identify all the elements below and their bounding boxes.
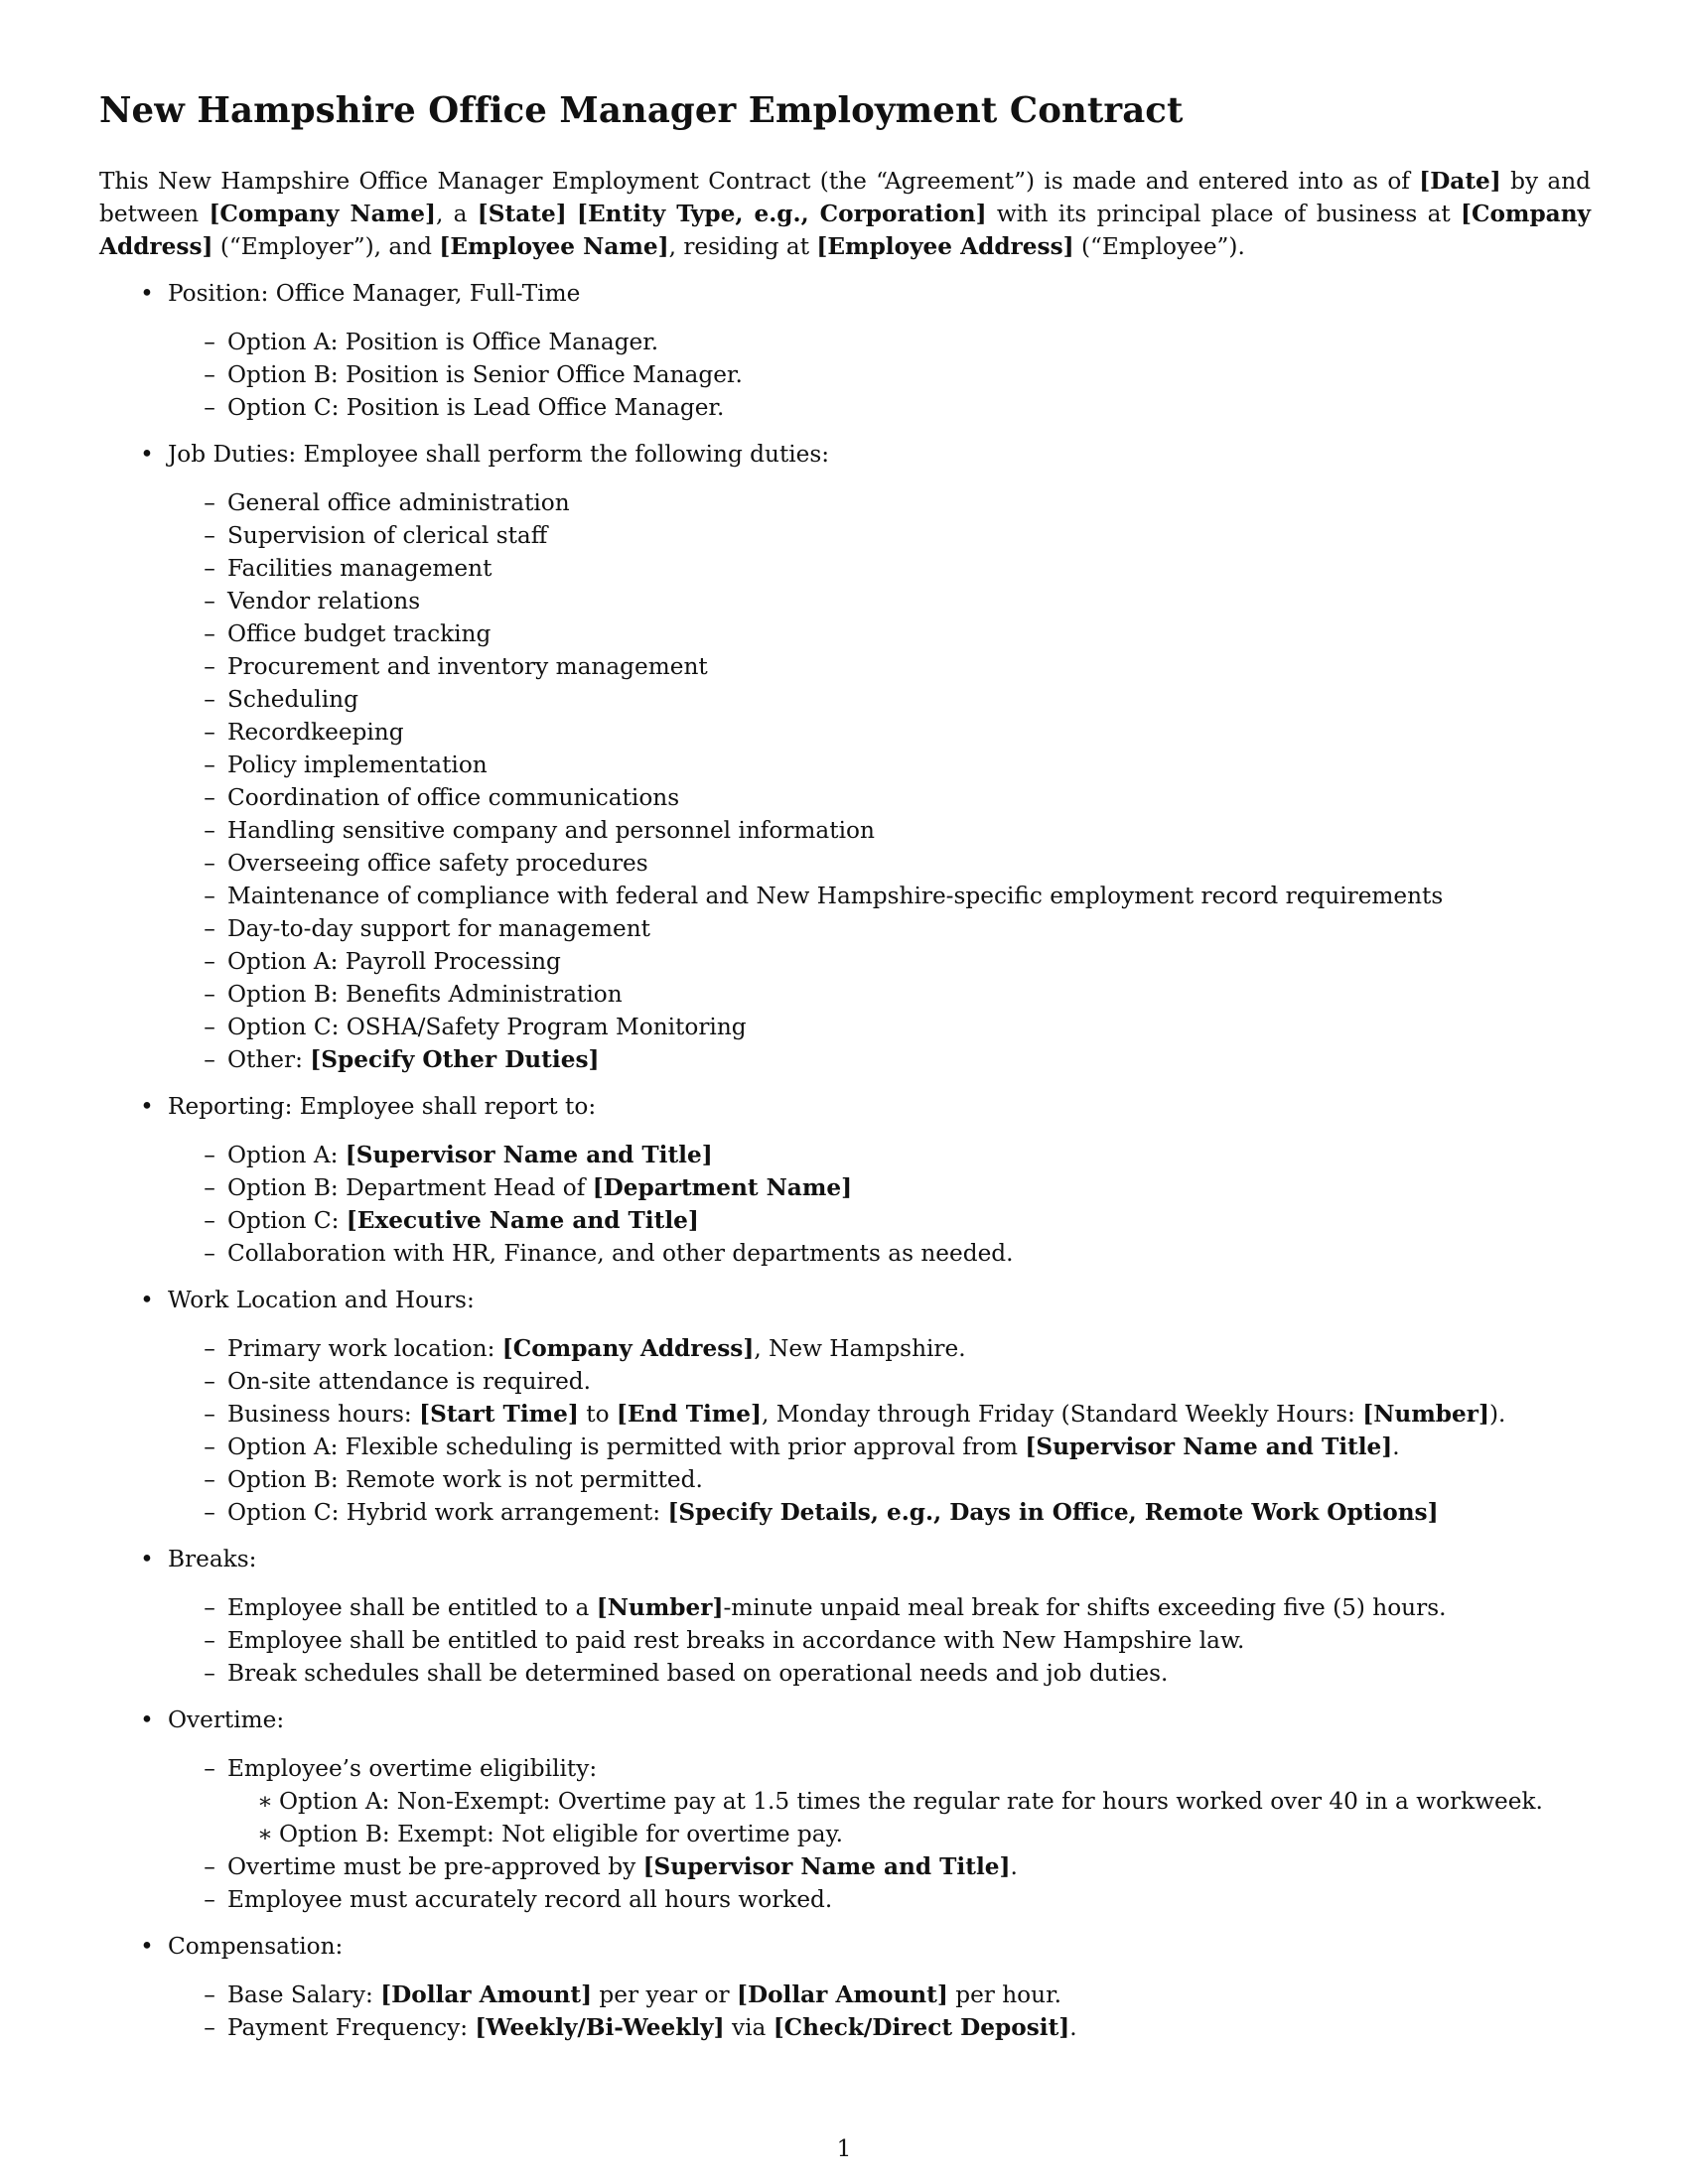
list-item: – Supervision of clerical staff [168,519,1591,552]
dash-icon: – [204,1401,215,1428]
section-heading: Breaks: [168,1546,257,1572]
section-heading: Compensation: [168,1933,344,1960]
dash-icon: – [204,1755,215,1782]
bullet-icon: • [140,1287,154,1313]
list-item: – Option B: Remote work is not permitted. [168,1463,1591,1496]
list-item: – General office administration [168,486,1591,519]
bullet-icon: • [140,1706,154,1733]
compensation-list [168,1979,1591,2044]
bullet-icon: • [140,1093,154,1120]
list-item: – Collaboration with HR, Finance, and other departments as needed. [168,1237,1591,1270]
list-item: – Option A: Flexible scheduling is permitted with prior approval from [Supervisor Name and Title]. [168,1431,1591,1463]
list-item: – Day-to-day support for management [168,912,1591,945]
list-item: ∗ Option A: Non-Exempt: Overtime pay at 1.5 times the regular rate for hours worked over 40 in a workweek. [227,1785,1591,1818]
dash-icon: – [204,719,215,746]
list-item: – Scheduling [168,683,1591,716]
list-item: – Option A: [Supervisor Name and Title] [168,1139,1591,1171]
section-reporting [99,1090,1591,1270]
dash-icon: – [204,686,215,713]
section-work-location [99,1284,1591,1529]
list-item: – Other: [Specify Other Duties] [168,1043,1591,1076]
list-item: – Option A: Position is Office Manager. [168,326,1591,358]
dash-icon: – [204,751,215,778]
list-item: – Break schedules shall be determined based on operational needs and job duties. [168,1657,1591,1690]
bullet-icon: • [140,441,154,468]
dash-icon: – [204,1142,215,1168]
breaks-list [168,1591,1591,1690]
dash-icon: – [204,1627,215,1654]
date-field: [Date] [1419,168,1501,195]
section-heading: Job Duties: Employee shall perform the following duties: [168,441,830,468]
dash-icon: – [204,1660,215,1687]
asterisk-icon: ∗ [257,1788,273,1815]
list-item: – Office budget tracking [168,617,1591,650]
list-item: – Option C: Position is Lead Office Manager. [168,391,1591,424]
list-item: – Facilities management [168,552,1591,585]
dash-icon: – [204,394,215,421]
list-item: – Recordkeeping [168,716,1591,749]
list-item: ∗ Option B: Exempt: Not eligible for overtime pay. [227,1818,1591,1850]
supervisor-field: [Supervisor Name and Title] [345,1142,713,1168]
bullet-icon: • [140,1546,154,1572]
employee-address-field: [Employee Address] [816,233,1074,260]
entity-type-field: [Entity Type, e.g., Corporation] [577,201,987,227]
dash-icon: – [204,653,215,680]
list-item: – Handling sensitive company and personnel information [168,814,1591,847]
dash-icon: – [204,1335,215,1362]
dash-icon: – [204,1207,215,1234]
document-page [99,87,1591,2058]
list-item: – Employee shall be entitled to a [Number]-minute unpaid meal break for shifts exceeding five (5) hours. [168,1591,1591,1624]
start-time-field: [Start Time] [419,1401,579,1428]
section-heading: Reporting: Employee shall report to: [168,1093,597,1120]
section-position [99,277,1591,424]
dash-icon: – [204,784,215,811]
other-duties-field: [Specify Other Duties] [310,1046,600,1073]
weekly-hours-field: [Number] [1362,1401,1489,1428]
dash-icon: – [204,948,215,975]
list-item: – Option B: Department Head of [Department Name] [168,1171,1591,1204]
list-item: – Employee must accurately record all hours worked. [168,1883,1591,1916]
section-overtime [99,1704,1591,1916]
section-heading: Overtime: [168,1706,285,1733]
list-item: – On-site attendance is required. [168,1365,1591,1398]
bullet-icon: • [140,280,154,307]
dash-icon: – [204,1594,215,1621]
list-item: – Option C: OSHA/Safety Program Monitoring [168,1011,1591,1043]
dash-icon: – [204,981,215,1008]
company-address-field: [Company Address] [99,201,1592,260]
dash-icon: – [204,2014,215,2041]
dash-icon: – [204,1466,215,1493]
list-item: – Vendor relations [168,585,1591,617]
overtime-list [168,1752,1591,1916]
position-options [168,326,1591,424]
list-item: – Procurement and inventory management [168,650,1591,683]
list-item: – Primary work location: [Company Address], New Hampshire. [168,1332,1591,1365]
list-item: – Option B: Position is Senior Office Manager. [168,358,1591,391]
list-item: – Base Salary: [Dollar Amount] per year or [Dollar Amount] per hour. [168,1979,1591,2011]
dash-icon: – [204,555,215,582]
dash-icon: – [204,883,215,909]
dash-icon: – [204,1014,215,1040]
section-compensation [99,1930,1591,2044]
dash-icon: – [204,1981,215,2008]
list-item: – Option C: Hybrid work arrangement: [Specify Details, e.g., Days in Office, Remote Work Options] [168,1496,1591,1529]
pay-frequency-field: [Weekly/Bi-Weekly] [475,2014,725,2041]
list-item: – Option C: [Executive Name and Title] [168,1204,1591,1237]
dash-icon: – [204,1046,215,1073]
dash-icon: – [204,1499,215,1526]
employee-name-field: [Employee Name] [439,233,669,260]
bullet-icon: • [140,1933,154,1960]
work-location-list [168,1332,1591,1529]
list-item: – Employee’s overtime eligibility: ∗ Option A: Non-Exempt: Overtime pay at 1.5 times the regular rate for hours worked over 40 in a workweek. ∗ Option B: Exempt: Not eligible for overtime pay. [168,1752,1591,1850]
list-item: – Employee shall be entitled to paid rest breaks in accordance with New Hampshire law. [168,1624,1591,1657]
duties-list [168,486,1591,1076]
dash-icon: – [204,1240,215,1267]
dash-icon: – [204,1368,215,1395]
end-time-field: [End Time] [616,1401,763,1428]
executive-field: [Executive Name and Title] [346,1207,699,1234]
section-heading: Position: Office Manager, Full-Time [168,280,581,307]
dash-icon: – [204,329,215,355]
section-job-duties [99,438,1591,1076]
dash-icon: – [204,1174,215,1201]
asterisk-icon: ∗ [257,1821,273,1847]
intro-paragraph: This New Hampshire Office Manager Employment Contract (the “Agreement”) is made and entered into as of [Date] by and between [Company Name], a [State] [Entity Type, e.g., Corporation] with its principal place of business at [Company Address] (“Employer”), and [Employee Name], residing at [Employee Address] (“Employee”). [99,168,1592,260]
supervisor-field: [Supervisor Name and Title] [1025,1433,1393,1460]
dash-icon: – [204,817,215,844]
dash-icon: – [204,522,215,549]
payment-method-field: [Check/Direct Deposit] [773,2014,1070,2041]
overtime-options [227,1785,1591,1850]
list-item: – Overseeing office safety procedures [168,847,1591,880]
dash-icon: – [204,620,215,647]
page-number: 1 [836,2135,852,2162]
list-item: – Business hours: [Start Time] to [End Time], Monday through Friday (Standard Weekly Hours: [Number]). [168,1398,1591,1431]
dash-icon: – [204,1853,215,1880]
list-item: – Maintenance of compliance with federal and New Hampshire-specific employment record requirements [168,880,1591,912]
list-item: – Payment Frequency: [Weekly/Bi-Weekly] via [Check/Direct Deposit]. [168,2011,1591,2044]
list-item: – Option B: Benefits Administration [168,978,1591,1011]
salary-field: [Dollar Amount] [380,1981,593,2008]
hybrid-details-field: [Specify Details, e.g., Days in Office, Remote Work Options] [667,1499,1439,1526]
dash-icon: – [204,1433,215,1460]
dash-icon: – [204,489,215,516]
section-breaks [99,1543,1591,1690]
state-field: [State] [477,201,567,227]
dash-icon: – [204,915,215,942]
dash-icon: – [204,361,215,388]
department-field: [Department Name] [592,1174,853,1201]
list-item: – Policy implementation [168,749,1591,781]
dash-icon: – [204,1886,215,1913]
reporting-options [168,1139,1591,1270]
supervisor-field: [Supervisor Name and Title] [642,1853,1011,1880]
hourly-rate-field: [Dollar Amount] [736,1981,948,2008]
document-title: New Hampshire Office Manager Employment Contract [99,90,1184,131]
list-item: – Overtime must be pre-approved by [Supervisor Name and Title]. [168,1850,1591,1883]
contract-sections [99,277,1591,2044]
list-item: – Option A: Payroll Processing [168,945,1591,978]
list-item: – Coordination of office communications [168,781,1591,814]
company-name-field: [Company Name] [209,201,436,227]
meal-minutes-field: [Number] [596,1594,724,1621]
section-heading: Work Location and Hours: [168,1287,475,1313]
company-address-field: [Company Address] [501,1335,755,1362]
dash-icon: – [204,850,215,877]
dash-icon: – [204,588,215,614]
